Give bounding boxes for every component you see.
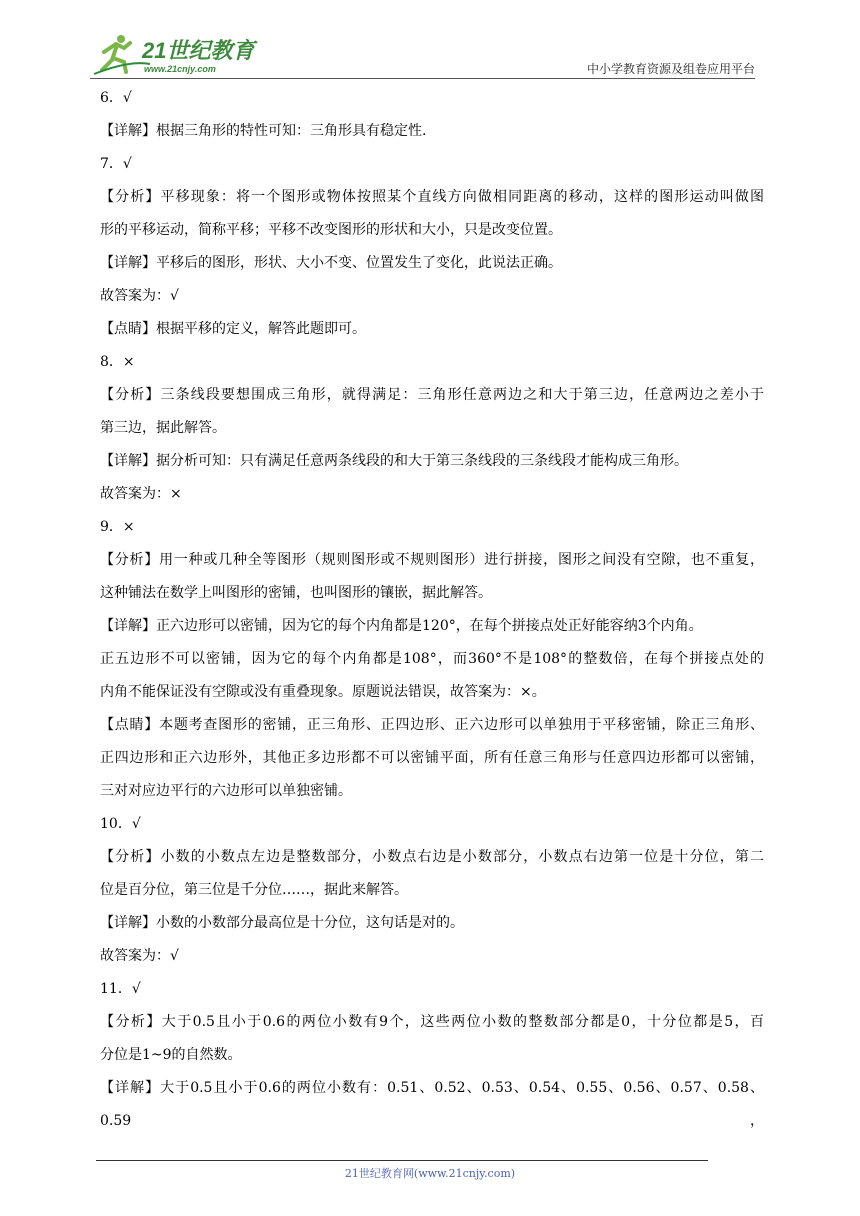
- text-line: 【点睛】本题考查图形的密铺，正三角形、正四边形、正六边形可以单独用于平移密铺，除正三角形、: [100, 717, 764, 733]
- text-line: 【详解】据分析可知：只有满足任意两条线段的和大于第三条线段的三条线段才能构成三角形。: [100, 453, 688, 469]
- text-line: 7．√: [100, 156, 132, 172]
- text-line: 11．√: [100, 981, 141, 997]
- svg-text:21世纪教育: 21世纪教育: [142, 38, 255, 63]
- page-header: [90, 30, 755, 80]
- text-line: 分位是1~9的自然数。: [100, 1047, 242, 1063]
- text-line: 9．×: [100, 519, 135, 535]
- text-line: 故答案为：√: [100, 948, 179, 964]
- text-line: 【分析】用一种或几种全等图形（规则图形或不规则图形）进行拼接，图形之间没有空隙，也不重复，: [100, 552, 764, 568]
- text-line: 【详解】小数的小数部分最高位是十分位，这句话是对的。: [100, 915, 464, 931]
- text-line: 6．√: [100, 90, 132, 106]
- text-line: 故答案为：×: [100, 486, 182, 502]
- text-line: 这种铺法在数学上叫图形的密铺，也叫图形的镶嵌，据此解答。: [100, 585, 492, 601]
- text-line: 8．×: [100, 354, 135, 370]
- footer-divider: [96, 1160, 708, 1161]
- text-line: 【分析】三条线段要想围成三角形，就得满足：三角形任意两边之和大于第三边，任意两边之差小于: [100, 387, 764, 403]
- text-line: 【分析】平移现象：将一个图形或物体按照某个直线方向做相同距离的移动，这样的图形运动叫做图: [100, 189, 764, 205]
- text-line: 10．√: [100, 816, 141, 832]
- platform-name: 中小学教育资源及组卷应用平台: [586, 62, 755, 76]
- text-line: 【详解】根据三角形的特性可知：三角形具有稳定性.: [100, 123, 427, 139]
- site-logo: [90, 30, 260, 78]
- text-line: 【分析】大于0.5且小于0.6的两位小数有9个，这些两位小数的整数部分都是0，十分位都是5，百: [100, 1014, 764, 1030]
- text-line: 【详解】平移后的图形，形状、大小不变、位置发生了变化，此说法正确。: [100, 255, 562, 271]
- text-line: 故答案为：√: [100, 288, 179, 304]
- text-line: 【分析】小数的小数点左边是整数部分，小数点右边是小数部分，小数点右边第一位是十分位，第二: [100, 849, 764, 865]
- page-footer: 21世纪教育网(www.21cnjy.com): [344, 1167, 516, 1180]
- text-line: 形的平移运动，简称平移；平移不改变图形的形状和大小，只是改变位置。: [100, 222, 562, 238]
- text-line: 【详解】正六边形可以密铺，因为它的每个内角都是120°，在每个拼接点处正好能容纳3个内角。: [100, 618, 703, 634]
- answer-content: [100, 82, 764, 1129]
- text-line: 【点睛】根据平移的定义，解答此题即可。: [100, 321, 366, 337]
- text-line: 正五边形不可以密铺，因为它的每个内角都是108°，而360°不是108°的整数倍，在每个拼接点处的: [100, 651, 764, 667]
- header-divider: [90, 78, 755, 79]
- svg-text:www.21cnjy.com: www.21cnjy.com: [144, 64, 216, 74]
- text-line: 位是百分位，第三位是千分位……，据此来解答。: [100, 882, 408, 898]
- text-line: 【详解】大于0.5且小于0.6的两位小数有：0.51、0.52、0.53、0.54、0.55、0.56、0.57、0.58、0.59，: [100, 1080, 764, 1129]
- text-line: 正四边形和正六边形外，其他正多边形都不可以密铺平面，所有任意三角形与任意四边形都可以密铺，: [100, 750, 764, 766]
- text-line: 三对对应边平行的六边形可以单独密铺。: [100, 783, 352, 799]
- text-line: 第三边，据此解答。: [100, 420, 226, 436]
- text-line: 内角不能保证没有空隙或没有重叠现象。原题说法错误，故答案为：×。: [100, 684, 546, 700]
